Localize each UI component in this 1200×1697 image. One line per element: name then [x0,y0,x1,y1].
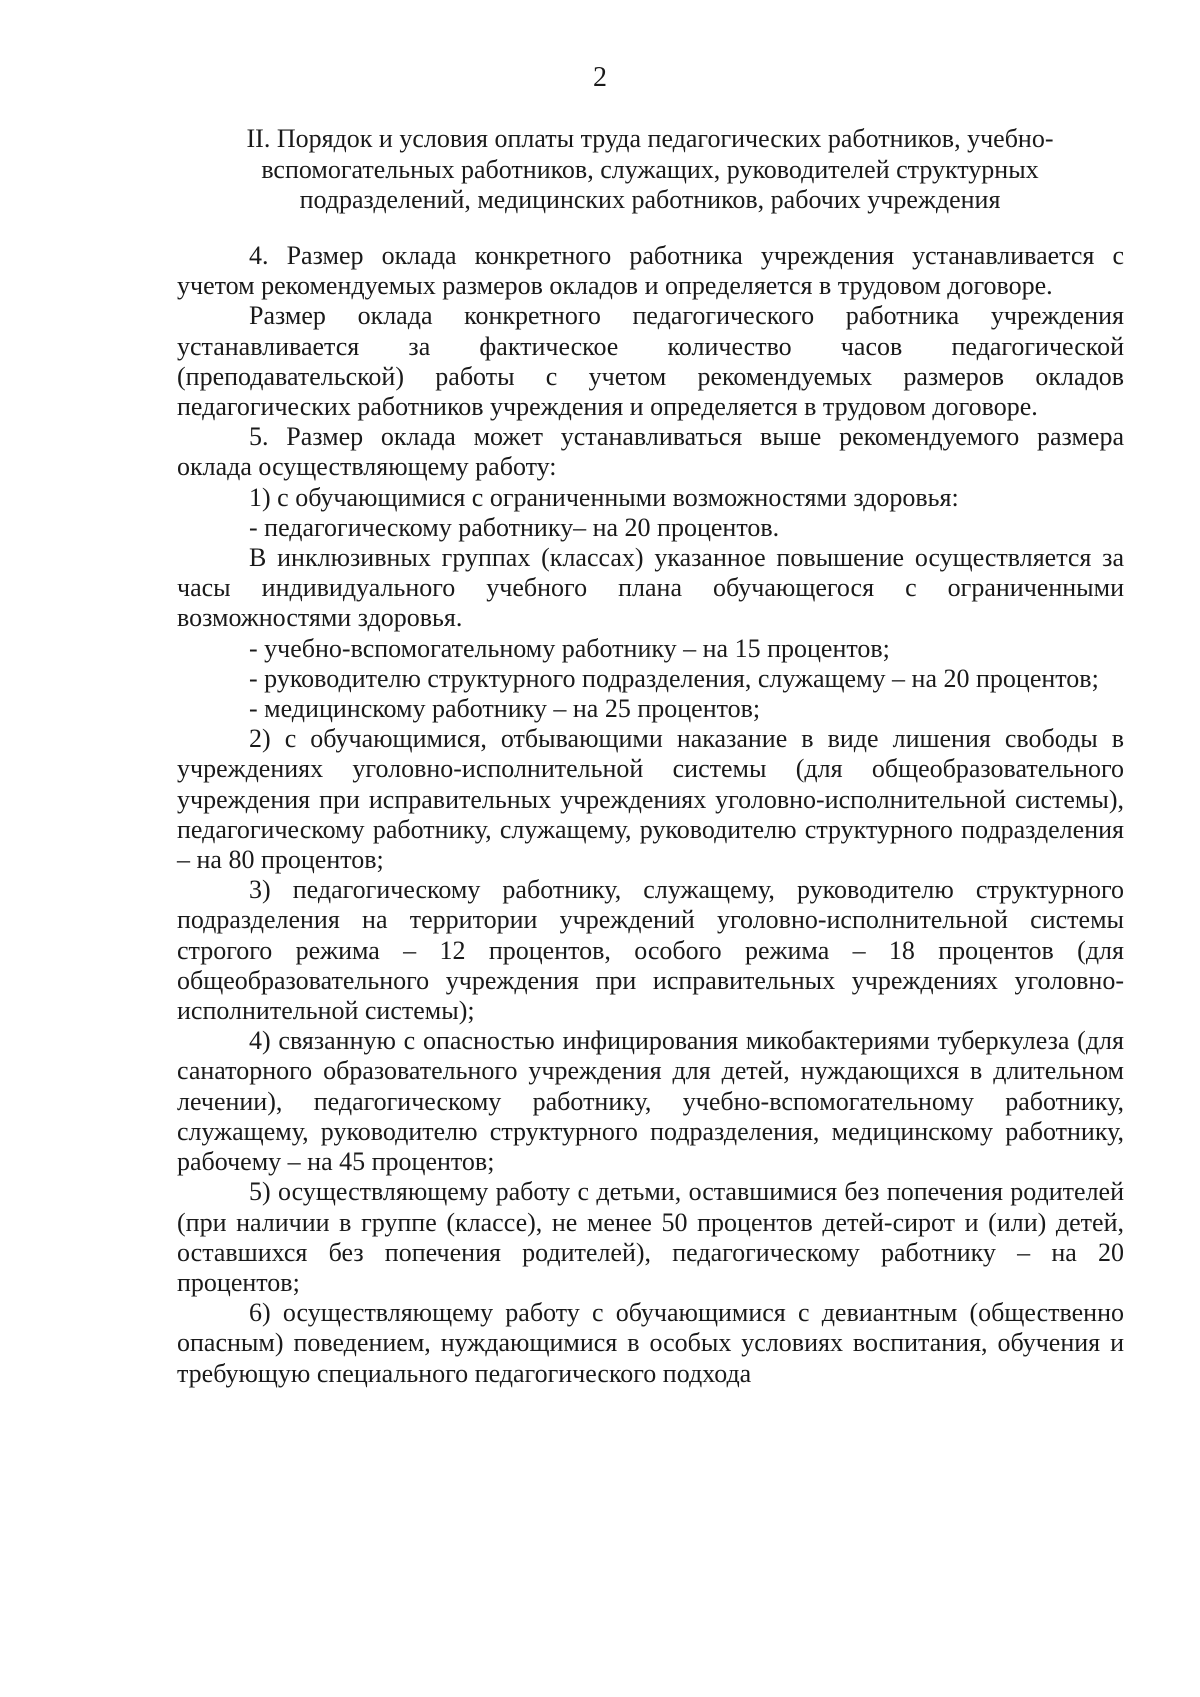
list-item-2: 2) с обучающимися, отбывающими наказание в виде лишения свободы в учреждениях уголовно-исполнительной системы (для общеобразовательного учреждения при исправительных учреждениях уголовно-исполнительной системы), педагогическому работнику, служащему, руководителю структурного подразделения – на 80 процентов; [177,724,1124,875]
section-title: II. Порядок и условия оплаты труда педагогических работников, учебно-вспомогательных работников, служащих, руководителей структурных подразделений, медицинских работников, рабочих учреждения [246,124,1054,214]
document-body [177,241,1124,1389]
list-item-1: 1) с обучающимися с ограниченными возможностями здоровья: [249,482,959,512]
list-item-4: 4) связанную с опасностью инфицирования микобактериями туберкулеза (для санаторного образовательного учреждения для детей, нуждающихся в длительном лечении), педагогическому работнику, учебно-вспомогательному работнику, служащему, руководителю структурного подразделения, медицинскому работнику, рабочему – на 45 процентов; [177,1026,1124,1177]
list-item-6: 6) осуществляющему работу с обучающимися с девиантным (общественно опасным) поведением, нуждающимися в особых условиях воспитания, обучения и требующую специального педагогического подхода [177,1298,1124,1388]
page-number: 2 [593,62,607,93]
list-item-5: 5) осуществляющему работу с детьми, оставшимися без попечения родителей (при наличии в группе (классе), не менее 50 процентов детей-сирот и (или) детей, оставшихся без попечения родителей), педагогическому работнику – на 20 процентов; [177,1177,1124,1297]
paragraph-inclusive-groups: В инклюзивных группах (классах) указанное повышение осуществляется за часы индивидуального учебного плана обучающегося с ограниченными возможностями здоровья. [177,543,1124,633]
list-item-medical-25: - медицинскому работнику – на 25 процентов; [249,694,761,724]
paragraph-4: 4. Размер оклада конкретного работника учреждения устанавливается с учетом рекомендуемых размеров окладов и определяется в трудовом договоре. [177,241,1124,301]
list-item-teacher-20: - педагогическому работнику– на 20 процентов. [249,512,780,542]
list-item-assistant-15: - учебно-вспомогательному работнику – на 15 процентов; [249,633,890,663]
paragraph-teacher-salary: Размер оклада конкретного педагогического работника учреждения устанавливается за фактическое количество часов педагогической (преподавательской) работы с учетом рекомендуемых размеров окладов педагогических работников учреждения и определяется в трудовом договоре. [177,301,1124,422]
list-item-head-20: - руководителю структурного подразделения, служащему – на 20 процентов; [249,663,1099,693]
list-item-3: 3) педагогическому работнику, служащему, руководителю структурного подразделения на территории учреждений уголовно-исполнительной системы строгого режима – 12 процентов, особого режима – 18 процентов (для общеобразовательного учреждения при исправительных учреждениях уголовно-исполнительной системы); [177,875,1124,1026]
paragraph-5: 5. Размер оклада может устанавливаться выше рекомендуемого размера оклада осуществляющему работу: [177,422,1124,482]
